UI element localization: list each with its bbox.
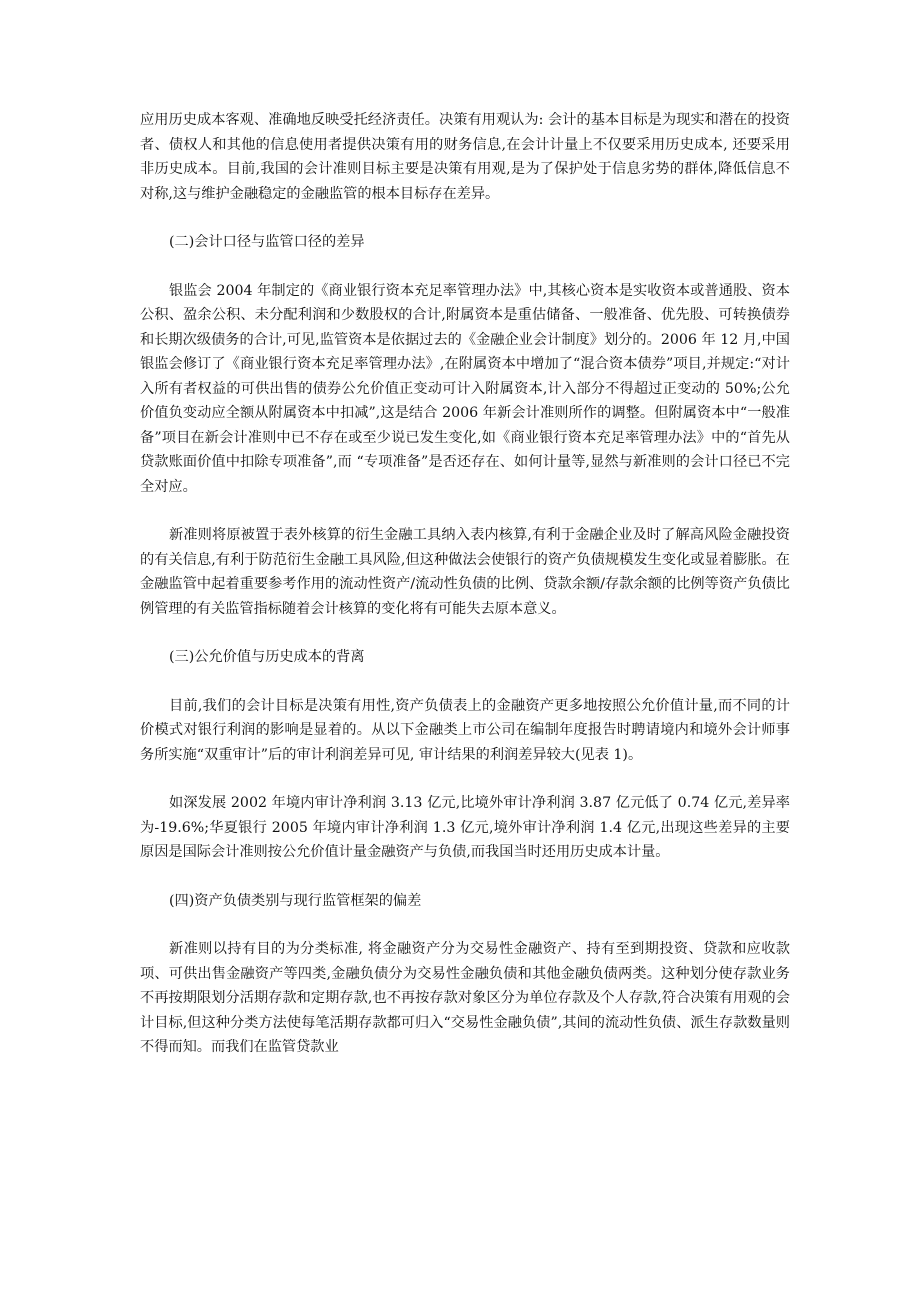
paragraph-audit-example: 如深发展 2002 年境内审计净利润 3.13 亿元,比境外审计净利润 3.87 亿元低了 0.74 亿元,差异率为-19.6%;华夏银行 2005 年境内审计净利润 1.3 亿元,境外审计净利润 1.4 亿元,出现这些差异的主要原因是国际会计准则按公允价值计量金融资产与负债,而我国当时还用历史成本计量。 [140,795,790,860]
section-heading-4: (四)资产负债类别与现行监管框架的偏差 [169,892,422,909]
paragraph-fair-value: 目前,我们的会计目标是决策有用性,资产负债表上的金融资产更多地按照公允价值计量,而不同的计价模式对银行利润的影响是显着的。从以下金融类上市公司在编制年度报告时聘请境内和境外会计师事务所实施“双重审计”后的审计利润差异可见, 审计结果的利润差异较大(见表 1)。 [140,697,790,763]
paragraph-classification: 新准则以持有目的为分类标准, 将金融资产分为交易性金融资产、持有至到期投资、贷款和应收款项、可供出售金融资产等四类,金融负债分为交易性金融负债和其他金融负债两类。这种划分使存款业务不再按期限划分活期存款和定期存款,也不再按存款对象区分为单位存款及个人存款,符合决策有用观的会计目标,但这种分类方法使每笔活期存款都可归入“交易性金融负债”,其间的流动性负债、派生存款数量则不得而知。而我们在监管贷款业 [140,941,790,1055]
paragraph-capital-rules: 银监会 2004 年制定的《商业银行资本充足率管理办法》中,其核心资本是实收资本或普通股、资本公积、盈余公积、未分配利润和少数股权的合计,附属资本是重估储备、一般准备、优先股、可转换债券和长期次级债务的合计,可见,监管资本是依据过去的《金融企业会计制度》划分的。2006 年 12 月,中国银监会修订了《商业银行资本充足率管理办法》,在附属资本中增加了“混合资本债券”项目,并规定:“对计入所有者权益的可供出售的债券公允价值正变动可计入附属资本,计入部分不得超过正变动的 50%;公允价值负变动应全额从附属资本中扣减”,这是结合 2006 年新会计准则所作的调整。但附属资本中“一般准备”项目在新会计准则中已不存在或至少说已发生变化,如《商业银行资本充足率管理办法》中的“首先从贷款账面价值中扣除专项准备”,而 “专项准备”是否还存在、如何计量等,显然与新准则的会计口径已不完全对应。 [140,282,790,495]
document-page [140,108,790,1084]
section-heading-2: (二)会计口径与监管口径的差异 [169,234,365,250]
paragraph-derivatives: 新准则将原被置于表外核算的衍生金融工具纳入表内核算,有利于金融企业及时了解高风险金融投资的有关信息,有利于防范衍生金融工具风险,但这种做法会使银行的资产负债规模发生变化或显着膨胀。在金融监管中起着重要参考作用的流动性资产/流动性负债的比例、贷款余额/存款余额的比例等资产负债比例管理的有关监管指标随着会计核算的变化将有可能失去原本意义。 [140,527,790,617]
paragraph-objectives: 应用历史成本客观、准确地反映受托经济责任。决策有用观认为: 会计的基本目标是为现实和潜在的投资者、债权人和其他的信息使用者提供决策有用的财务信息,在会计计量上不仅要采用历史成本, 还要采用非历史成本。目前,我国的会计准则目标主要是决策有用观,是为了保护处于信息劣势的群体,降低信息不对称,这与维护金融稳定的金融监管的根本目标存在差异。 [140,112,790,202]
section-heading-3: (三)公允价值与历史成本的背离 [169,649,365,665]
